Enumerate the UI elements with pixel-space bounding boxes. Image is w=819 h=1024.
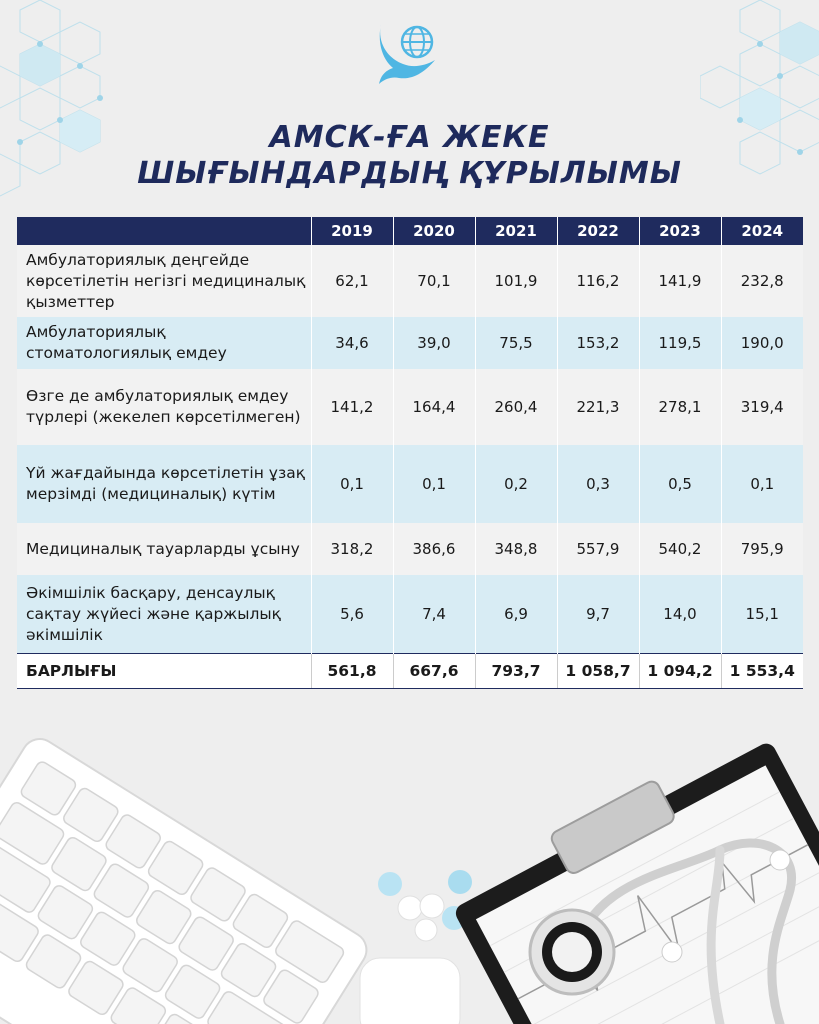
row-value: 0,5 bbox=[639, 445, 721, 523]
row-label: Өзге де амбулаториялық емдеу түрлері (жекелеп көрсетілмеген) bbox=[17, 369, 311, 445]
row-value: 141,2 bbox=[311, 369, 393, 445]
row-value: 0,2 bbox=[475, 445, 557, 523]
row-value: 0,1 bbox=[311, 445, 393, 523]
header-year: 2021 bbox=[475, 217, 557, 245]
total-value: 1 058,7 bbox=[557, 654, 639, 689]
row-value: 101,9 bbox=[475, 245, 557, 317]
table-row bbox=[17, 523, 803, 575]
table-header-row bbox=[17, 217, 803, 245]
row-value: 0,3 bbox=[557, 445, 639, 523]
row-label: Әкімшілік басқару, денсаулық сақтау жүйесі және қаржылық әкімшілік bbox=[17, 575, 311, 654]
clipboard-illustration bbox=[443, 722, 819, 1024]
table-row bbox=[17, 245, 803, 317]
row-value: 557,9 bbox=[557, 523, 639, 575]
total-row bbox=[17, 654, 803, 689]
row-value: 9,7 bbox=[557, 575, 639, 654]
row-value: 221,3 bbox=[557, 369, 639, 445]
header-blank-cell bbox=[17, 217, 311, 245]
row-value: 190,0 bbox=[721, 317, 803, 369]
row-value: 319,4 bbox=[721, 369, 803, 445]
table-row bbox=[17, 369, 803, 445]
page-title-line-1: АМСК-ҒА ЖЕКЕ bbox=[269, 120, 550, 155]
row-label: Үй жағдайында көрсетілетін ұзақ мерзімді (медициналық) күтім bbox=[17, 445, 311, 523]
keyboard-illustration bbox=[0, 732, 373, 1024]
row-value: 318,2 bbox=[311, 523, 393, 575]
header-year: 2023 bbox=[639, 217, 721, 245]
hexagon-pattern-left bbox=[0, 0, 150, 230]
row-value: 0,1 bbox=[393, 445, 475, 523]
row-value: 75,5 bbox=[475, 317, 557, 369]
row-value: 260,4 bbox=[475, 369, 557, 445]
header-year: 2024 bbox=[721, 217, 803, 245]
row-value: 540,2 bbox=[639, 523, 721, 575]
row-value: 795,9 bbox=[721, 523, 803, 575]
total-value: 667,6 bbox=[393, 654, 475, 689]
row-value: 119,5 bbox=[639, 317, 721, 369]
row-label: Амбулаториялық стоматологиялық емдеу bbox=[17, 317, 311, 369]
page-title-line-2: ШЫҒЫНДАРДЫҢ ҚҰРЫЛЫМЫ bbox=[137, 156, 682, 191]
row-value: 232,8 bbox=[721, 245, 803, 317]
row-value: 348,8 bbox=[475, 523, 557, 575]
row-value: 153,2 bbox=[557, 317, 639, 369]
table-row bbox=[17, 575, 803, 654]
row-value: 164,4 bbox=[393, 369, 475, 445]
medical-desk-illustration bbox=[0, 700, 819, 1024]
row-value: 6,9 bbox=[475, 575, 557, 654]
table-row bbox=[17, 445, 803, 523]
row-value: 386,6 bbox=[393, 523, 475, 575]
total-value: 561,8 bbox=[311, 654, 393, 689]
hexagon-pattern-right bbox=[700, 0, 819, 230]
row-value: 39,0 bbox=[393, 317, 475, 369]
bird-globe-logo bbox=[373, 20, 445, 84]
expense-structure-table bbox=[17, 217, 803, 689]
row-value: 70,1 bbox=[393, 245, 475, 317]
row-value: 14,0 bbox=[639, 575, 721, 654]
total-value: 793,7 bbox=[475, 654, 557, 689]
total-value: 1 094,2 bbox=[639, 654, 721, 689]
total-value: 1 553,4 bbox=[721, 654, 803, 689]
row-value: 62,1 bbox=[311, 245, 393, 317]
row-label: Медициналық тауарларды ұсыну bbox=[17, 523, 311, 575]
row-value: 116,2 bbox=[557, 245, 639, 317]
row-value: 7,4 bbox=[393, 575, 475, 654]
row-value: 5,6 bbox=[311, 575, 393, 654]
header-year: 2020 bbox=[393, 217, 475, 245]
row-value: 0,1 bbox=[721, 445, 803, 523]
header-year: 2019 bbox=[311, 217, 393, 245]
row-value: 278,1 bbox=[639, 369, 721, 445]
row-value: 15,1 bbox=[721, 575, 803, 654]
table-row bbox=[17, 317, 803, 369]
total-label: БАРЛЫҒЫ bbox=[17, 654, 311, 689]
row-label: Амбулаториялық деңгейде көрсетілетін негізгі медициналық қызметтер bbox=[17, 245, 311, 317]
row-value: 34,6 bbox=[311, 317, 393, 369]
pills-illustration bbox=[360, 870, 472, 1024]
row-value: 141,9 bbox=[639, 245, 721, 317]
header-year: 2022 bbox=[557, 217, 639, 245]
